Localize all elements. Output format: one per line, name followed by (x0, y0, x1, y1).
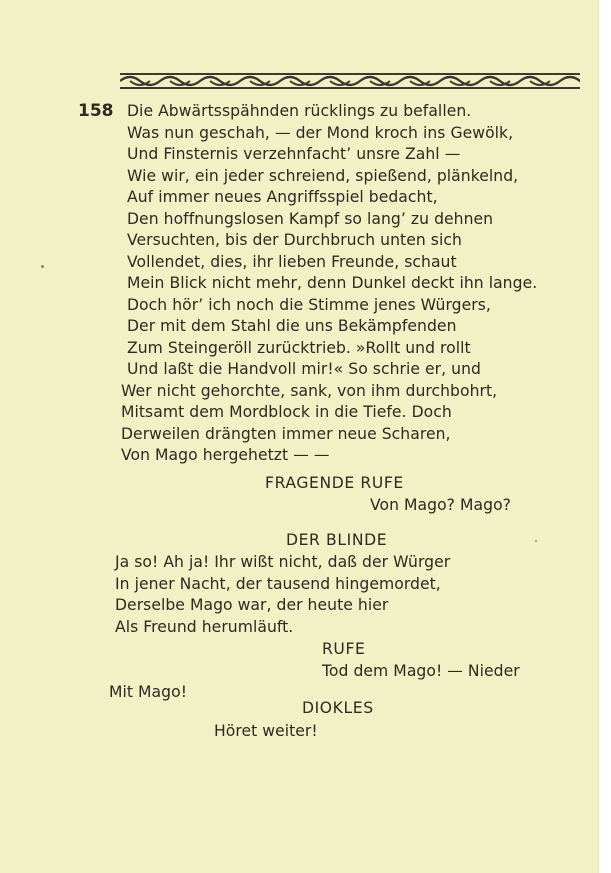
verse-line: Mein Blick nicht mehr, denn Dunkel deckt ihn lange. (127, 274, 538, 292)
speech-line: Als Freund herumläuft. (115, 618, 294, 636)
verse-line: Die Abwärtsspähnden rücklings zu befallen. (127, 102, 472, 120)
speech-line: Tod dem Mago! — Nieder (322, 662, 520, 680)
speech-line: In jener Nacht, der tausend hingemordet, (115, 575, 441, 593)
verse-line: Doch hör’ ich noch die Stimme jenes Würgers, (127, 296, 491, 314)
print-speck (41, 265, 44, 268)
verse-line: Von Mago hergehetzt — — (121, 446, 330, 464)
decorative-border-ornament (120, 70, 580, 92)
print-speck (535, 540, 537, 542)
page-number: 158 (78, 101, 114, 121)
verse-line: Derweilen drängten immer neue Scharen, (121, 425, 451, 443)
speech-line: Mit Mago! (109, 683, 188, 701)
verse-line: Auf immer neues Angriffsspiel bedacht, (127, 188, 438, 206)
speaker-name: DIOKLES (302, 699, 374, 717)
verse-line: Versuchten, bis der Durchbruch unten sich (127, 231, 462, 249)
speech-line: Höret weiter! (214, 722, 318, 740)
verse-line: Mitsamt dem Mordblock in die Tiefe. Doch (121, 403, 452, 421)
verse-line: Wer nicht gehorchte, sank, von ihm durchbohrt, (121, 382, 498, 400)
verse-line: Wie wir, ein jeder schreiend, spießend, plänkelnd, (127, 167, 519, 185)
speaker-name: DER BLINDE (286, 531, 388, 549)
verse-line: Den hoffnungslosen Kampf so lang’ zu dehnen (127, 210, 494, 228)
verse-line: Was nun geschah, — der Mond kroch ins Gewölk, (127, 124, 514, 142)
speech-line: Ja so! Ah ja! Ihr wißt nicht, daß der Würger (115, 553, 451, 571)
verse-line: Vollendet, dies, ihr lieben Freunde, schaut (127, 253, 457, 271)
verse-line: Zum Steingeröll zurücktrieb. »Rollt und rollt (127, 339, 471, 357)
speech-line: Von Mago? Mago? (370, 496, 511, 514)
speaker-name: RUFE (322, 640, 366, 658)
speech-line: Derselbe Mago war, der heute hier (115, 596, 389, 614)
speaker-name: FRAGENDE RUFE (265, 474, 404, 492)
verse-line: Und Finsternis verzehnfacht’ unsre Zahl — (127, 145, 461, 163)
verse-line: Der mit dem Stahl die uns Bekämpfenden (127, 317, 457, 335)
verse-line: Und laßt die Handvoll mir!« So schrie er, und (127, 360, 481, 378)
